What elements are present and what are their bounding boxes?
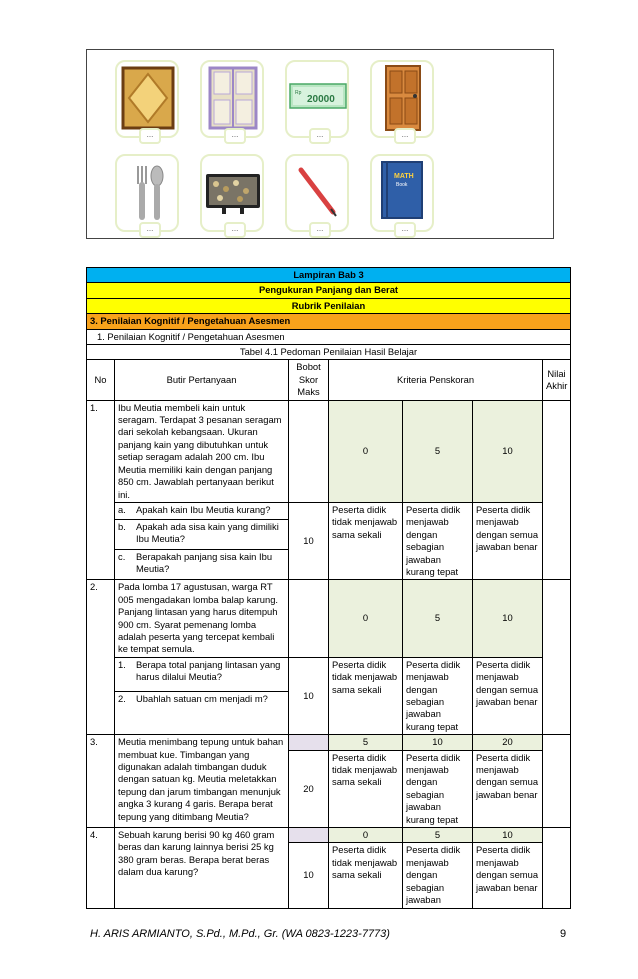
picture-panel — [86, 49, 554, 239]
card-caption: ... — [394, 128, 416, 144]
banknote-icon — [287, 62, 347, 136]
note-value: 20000 — [307, 94, 335, 105]
col-no: No — [87, 360, 115, 400]
section-title: 3. Penilaian Kognitif / Pengetahuan Asesmen — [87, 314, 571, 329]
bobot-value: 10 — [289, 502, 329, 579]
criteria-cell: Peserta didik menjawab dengan semua jawaban benar — [473, 502, 543, 579]
card-wardrobe — [200, 60, 264, 138]
card-caption: ... — [224, 128, 246, 144]
sub-question: Berapa total panjang lintasan yang harus dilalui Meutia? — [136, 658, 281, 683]
score-cell: 10 — [403, 735, 473, 750]
table-row — [87, 400, 571, 502]
rubrik-title: Rubrik Penilaian — [87, 298, 571, 313]
score-cell: 10 — [473, 580, 543, 657]
score-cell: 5 — [403, 400, 473, 502]
card-caption: ... — [139, 128, 161, 144]
wardrobe-icon — [202, 62, 262, 136]
topic-title: Pengukuran Panjang dan Berat — [87, 283, 571, 298]
card-fork-spoon — [115, 154, 179, 232]
col-kriteria: Kriteria Penskoran — [329, 360, 543, 400]
table-caption: Tabel 4.1 Pedoman Penilaian Hasil Belajar — [87, 345, 571, 360]
subsection-title: 1. Penilaian Kognitif / Pengetahuan Asesmen — [87, 329, 571, 344]
question-text: Meutia menimbang tepung untuk bahan membuat kue. Timbangan yang digunakan adalah timbangan duduk dengan satuan kg. Meutia meletakkan tepung dan jarum timbangan menunjuk angka 3 kurang 4 garis. Berapa berat tepung yang ditimbang Meutia? — [115, 735, 289, 828]
criteria-cell: Peserta didik tidak menjawab sama sekali — [329, 502, 403, 579]
television-icon — [202, 156, 262, 230]
book-icon — [372, 156, 432, 230]
card-caption: ... — [309, 128, 331, 144]
row-number: 2. — [87, 580, 115, 735]
criteria-cell: Peserta didik tidak menjawab sama sekali — [329, 843, 403, 908]
row-number: 3. — [87, 735, 115, 828]
rubric-table — [86, 267, 571, 909]
col-nilai: Nilai Akhir — [543, 360, 571, 400]
criteria-cell: Peserta didik menjawab dengan sebagian jawaban kurang tepat — [403, 750, 473, 827]
sub-question: Apakah ada sisa kain yang dimiliki Ibu Meutia? — [136, 520, 279, 545]
book-subtitle: Book — [396, 182, 408, 188]
question-text: Ibu Meutia membeli kain untuk seragam. Terdapat 3 pesanan seragam dari sekolah kebangsaan. Ukuran panjang kain yang dibutuhkan untuk setiap seragam adalah 200 cm. Ibu Meutia memiliki kain dengan panjang 850 cm. Jawablah pertanyaan berikut ini. — [115, 400, 289, 502]
table-row — [87, 580, 571, 657]
criteria-cell: Peserta didik tidak menjawab sama sekali — [329, 657, 403, 734]
criteria-cell: Peserta didik menjawab dengan semua jawaban benar — [473, 657, 543, 734]
card-banknote — [285, 60, 349, 138]
page-number: 9 — [560, 928, 567, 940]
fork-spoon-icon — [117, 156, 177, 230]
criteria-cell: Peserta didik menjawab dengan sebagian jawaban kurang tepat — [403, 657, 473, 734]
sub-number: c. — [118, 551, 126, 562]
score-cell: 0 — [329, 580, 403, 657]
sub-number: 2. — [118, 693, 126, 705]
card-caption: ... — [224, 222, 246, 238]
card-door — [370, 60, 434, 138]
question-text: Pada lomba 17 agustusan, warga RT 005 mengadakan lomba balap karung. Panjang lintasan yang harus ditempuh 900 cm. Syarat pemenang lomba adalah peserta yang tercepat kembali ke tempat semula. — [115, 580, 289, 657]
card-book — [370, 154, 434, 232]
pencil-icon — [287, 156, 347, 230]
note-prefix: Rp — [295, 90, 302, 96]
book-title: MATH — [394, 173, 414, 180]
card-caption: ... — [394, 222, 416, 238]
score-cell: 0 — [329, 828, 403, 843]
row-number: 1. — [87, 400, 115, 580]
door-icon — [372, 62, 432, 136]
score-cell: 0 — [329, 400, 403, 502]
table-row — [87, 828, 571, 843]
col-butir: Butir Pertanyaan — [115, 360, 289, 400]
lampiran-title: Lampiran Bab 3 — [87, 268, 571, 283]
sub-question: Berapakah panjang sisa kain Ibu Meutia? — [136, 551, 273, 575]
col-bobot: Bobot Skor Maks — [289, 360, 329, 400]
sub-number: b. — [118, 520, 126, 532]
card-caption: ... — [309, 222, 331, 238]
card-television — [200, 154, 264, 232]
question-text: Sebuah karung berisi 90 kg 460 gram beras dan karung lainnya berisi 25 kg 380 gram beras. Berapa berat beras dalam dua karung? — [115, 828, 289, 908]
card-pencil — [285, 154, 349, 232]
criteria-cell: Peserta didik menjawab dengan semua jawaban benar — [473, 750, 543, 827]
criteria-cell: Peserta didik menjawab dengan semua jawaban benar — [473, 843, 543, 908]
criteria-cell: Peserta didik menjawab dengan sebagian jawaban — [403, 843, 473, 908]
card-rug — [115, 60, 179, 138]
rug-icon — [117, 62, 177, 136]
footer-author: H. ARIS ARMIANTO, S.Pd., M.Pd., Gr. (WA 0823-1223-7773) — [90, 928, 390, 940]
sub-number: 1. — [118, 658, 126, 670]
score-cell: 5 — [403, 828, 473, 843]
bobot-value: 20 — [289, 750, 329, 827]
sub-question: Apakah kain Ibu Meutia kurang? — [136, 503, 271, 515]
score-cell: 10 — [473, 400, 543, 502]
score-cell: 5 — [329, 735, 403, 750]
card-caption: ... — [139, 222, 161, 238]
criteria-cell: Peserta didik tidak menjawab sama sekali — [329, 750, 403, 827]
criteria-cell: Peserta didik menjawab dengan sebagian jawaban kurang tepat — [403, 502, 473, 579]
table-row — [87, 735, 571, 750]
sub-question: Ubahlah satuan cm menjadi m? — [136, 693, 268, 705]
sub-number: a. — [118, 503, 126, 515]
bobot-value: 10 — [289, 843, 329, 908]
bobot-value: 10 — [289, 657, 329, 734]
score-cell: 10 — [473, 828, 543, 843]
row-number: 4. — [87, 828, 115, 908]
score-cell: 5 — [403, 580, 473, 657]
score-cell: 20 — [473, 735, 543, 750]
